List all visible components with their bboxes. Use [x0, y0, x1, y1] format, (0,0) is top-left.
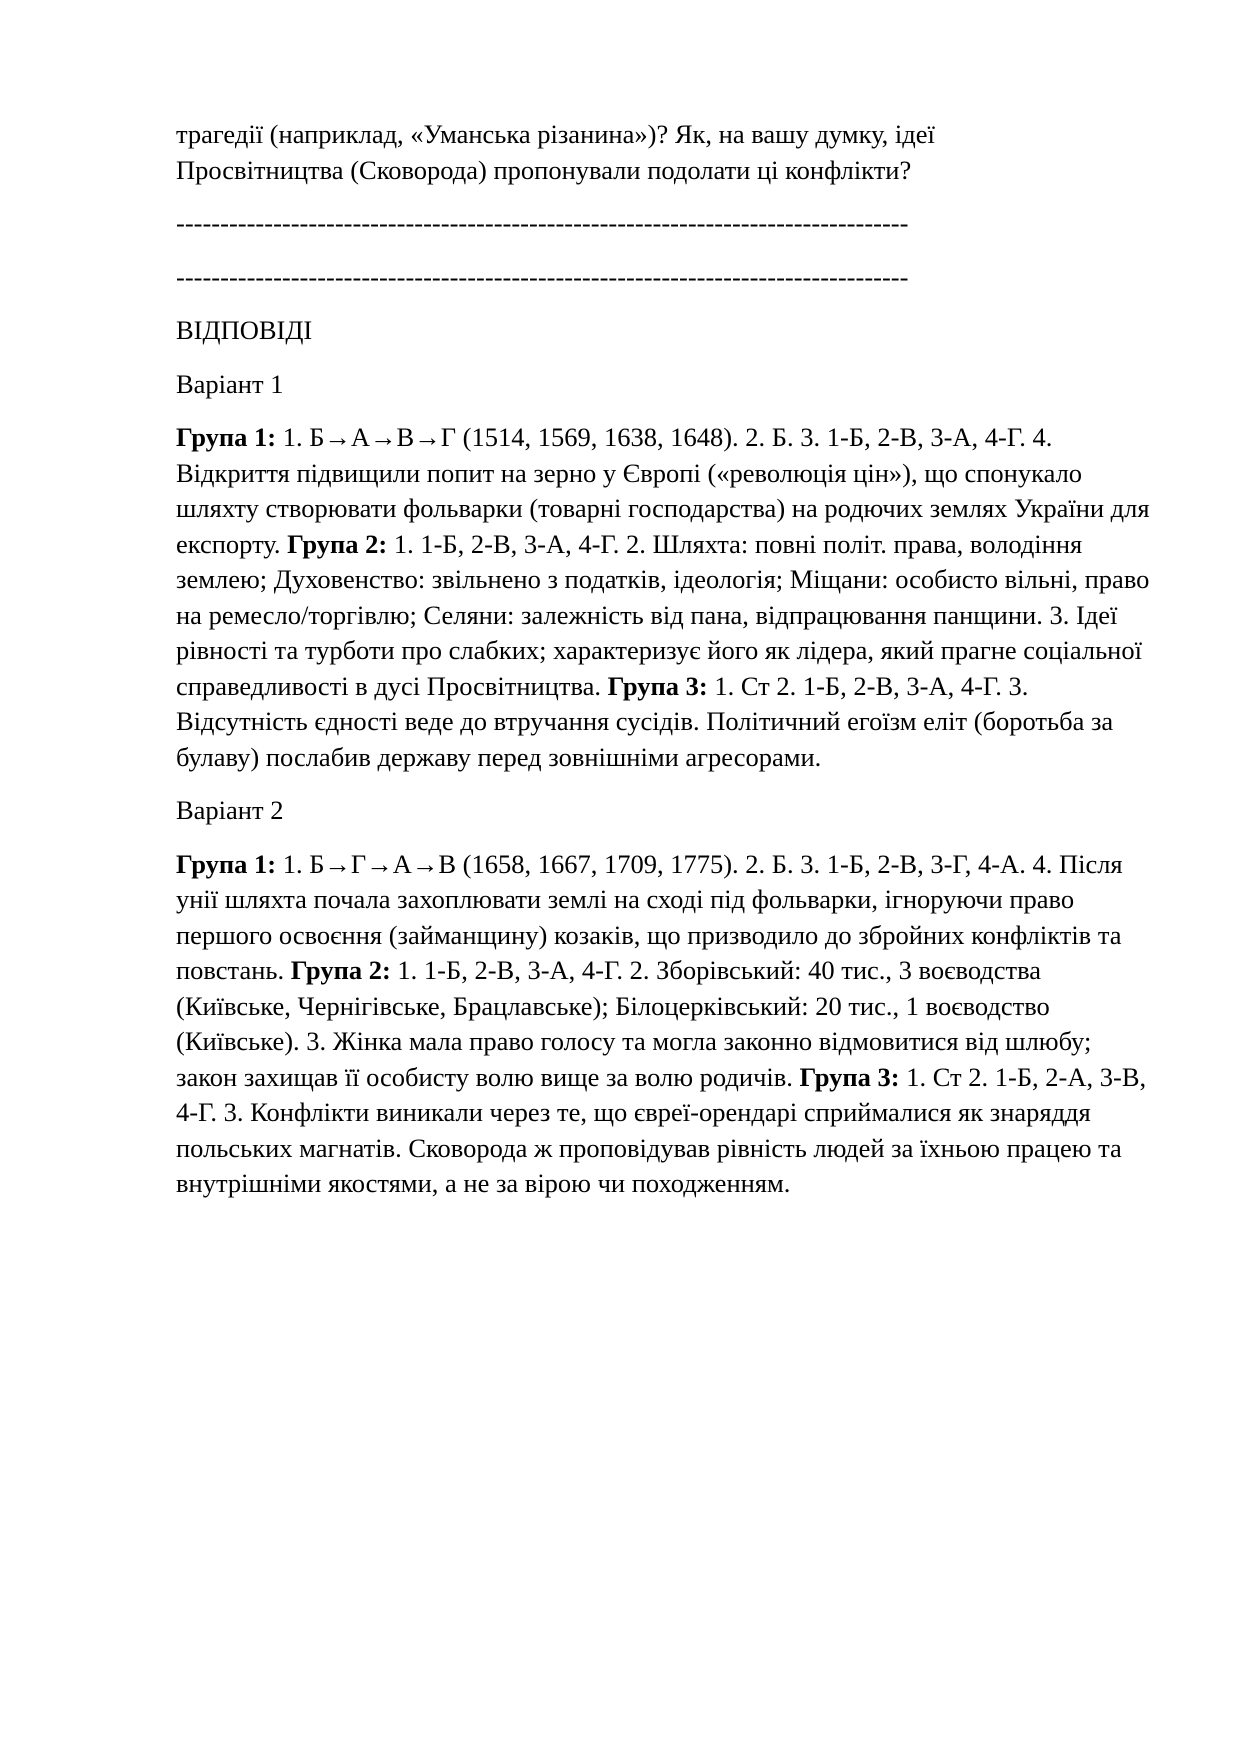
answer-line-2: ----------------------------------------------------------------------------------- — [176, 261, 909, 292]
question-tail — [176, 117, 1156, 188]
variant-2-group-2-text: 1. 1-Б, 2-В, 3-А, 4-Г. 2. Зборівський: 40 тис., 3 воєводства (Київське, Чернігівське, Брацлавське); Білоцерківський: 20 тис., 1 воєводство (Київське). 3. Жінка мала право голосу та могла законно відмовитися від шлюбу; закон захищав її особисту волю вище за волю родичів. — [176, 955, 1092, 1092]
question-tail-line-1: трагедії (наприклад, «Уманська різанина»)? Як, на вашу думку, ідеї — [176, 119, 935, 149]
variant-2-title: Варіант 2 — [176, 795, 284, 825]
document-page — [176, 117, 1156, 1202]
variant-1-answers — [176, 420, 1156, 775]
variant-2-group-2-label: Група 2: — [290, 955, 391, 985]
question-tail-line-2: Просвітництва (Сковорода) пропонували подолати ці конфлікти? — [176, 154, 912, 185]
variant-1-group-3-text: 1. Ст 2. 1-Б, 2-В, 3-А, 4-Г. 3. Відсутність єдності веде до втручання сусідів. Політичний егоїзм еліт (боротьба за булаву) послабив державу перед зовнішніми агресорами. — [176, 670, 1114, 772]
variant-2-group-3-text: 1. Ст 2. 1-Б, 2-А, 3-В, 4-Г. 3. Конфлікти виникали через те, що євреї-орендарі сприймалися як знаряддя польських магнатів. Сковорода ж проповідував рівність людей за їхньою працею та внутрішніми якостями, а не за вірою чи походженням. — [176, 1061, 1147, 1198]
variant-2-group-1-text: 1. Б→Г→А→В (1658, 1667, 1709, 1775). 2. Б. 3. 1-Б, 2-В, 3-Г, 4-А. 4. Після унії шляхта почала захоплювати землі на сході під фольварки, ігноруючи право першого освоєння (займанщину) козаків, що призводило до збройних конфліктів та повстань. — [176, 848, 1123, 985]
variant-1-group-2-text: 1. 1-Б, 2-В, 3-А, 4-Г. 2. Шляхта: повні політ. права, володіння землею; Духовенство: звільнено з податків, ідеологія; Міщани: особисто вільні, право на ремесло/торгівлю; Селяни: залежність від пана, відпрацювання панщини. 3. Ідеї рівності та турботи про слабких; характеризує його як лідера, який прагне соціальної справедливості в дусі Просвітництва. — [176, 528, 1150, 701]
variant-1-title: Варіант 1 — [176, 368, 284, 399]
variant-2-group-3-label: Група 3: — [799, 1061, 900, 1092]
variant-1-group-1-label: Група 1: — [176, 422, 277, 452]
variant-2-group-1-label: Група 1: — [176, 848, 277, 879]
answers-heading: ВІДПОВІДІ — [176, 315, 313, 345]
variant-1-group-1-text: 1. Б→А→В→Г (1514, 1569, 1638, 1648). 2. Б. 3. 1-Б, 2-В, 3-А, 4-Г. 4. Відкриття підвищили попит на зерно у Європі («революція цін»), що спонукало шляхту створювати фольварки (товарні господарства) на родючих землях України для експорту. — [176, 422, 1150, 559]
variant-1-group-3-label: Група 3: — [607, 670, 708, 701]
variant-2-answers — [176, 847, 1156, 1202]
variant-1-group-2-label: Група 2: — [287, 528, 388, 559]
answer-line-1: ----------------------------------------------------------------------------------- — [176, 208, 909, 238]
